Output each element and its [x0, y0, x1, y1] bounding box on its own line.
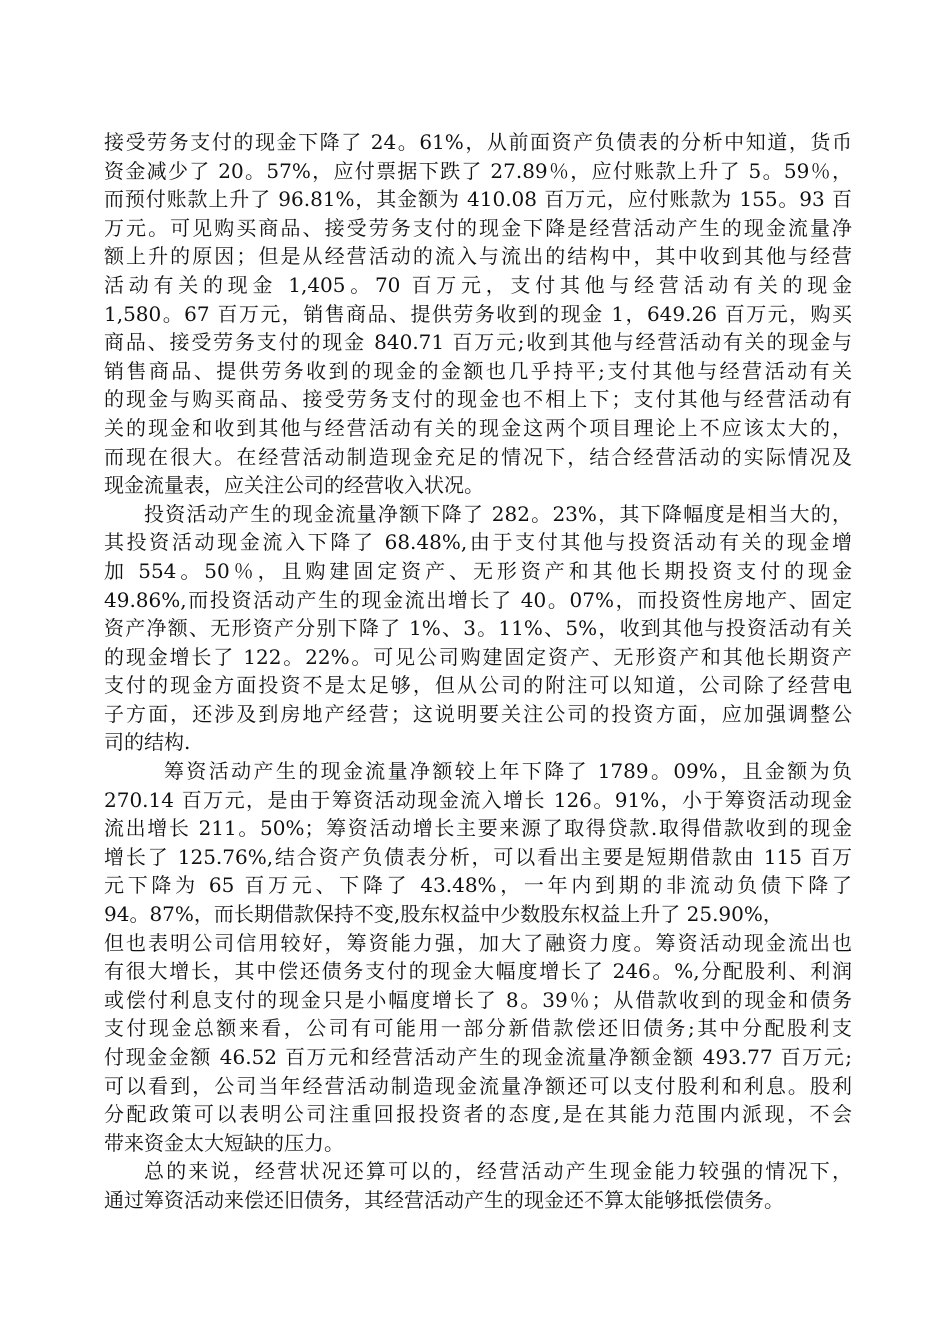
text-line: 的现金增长了 122。22%。可见公司购建固定资产、无形资产和其他长期资产 [104, 644, 852, 669]
text-line: 流出增长 211。50%；筹资活动增长主要来源了取得贷款.取得借款收到的现金 [104, 816, 852, 841]
text-line: 司的结构. [104, 730, 191, 755]
text-line: 加 554。50％，且购建固定资产、无形资产和其他长期投资支付的现金 [104, 558, 852, 583]
text-line: 资金减少了 20。57%，应付票据下跌了 27.89％，应付账款上升了 5。59％， [104, 158, 852, 183]
text-line: 付现金金额 46.52 百万元和经营活动产生的现金流量净额金额 493.77 百万元; [104, 1045, 852, 1069]
text-line: 额上升的原因；但是从经营活动的流入与流出的结构中，其中收到其他与经营 [104, 244, 852, 269]
text-line: 而预付账款上升了 96.81%，其金额为 410.08 百万元，应付账款为 155。93 百 [104, 187, 852, 212]
text-line: 但也表明公司信用较好，筹资能力强，加大了融资力度。筹资活动现金流出也 [104, 930, 852, 955]
text-line: 支付的现金方面投资不是太足够，但从公司的附注可以知道，公司除了经营电 [104, 673, 852, 698]
text-line: 270.14 百万元，是由于筹资活动现金流入增长 126。91%，小于筹资活动现金 [104, 787, 852, 812]
text-line: 投资活动产生的现金流量净额下降了 282。23%，其下降幅度是相当大的， [144, 501, 852, 526]
text-line: 销售商品、提供劳务收到的现金的金额也几乎持平;支付其他与经营活动有关 [104, 358, 852, 383]
text-line: 增长了 125.76%,结合资产负债表分析，可以看出主要是短期借款由 115 百万 [104, 844, 852, 869]
text-line: 资产净额、无形资产分别下降了 1%、3。11%、5%，收到其他与投资活动有关 [104, 616, 852, 641]
text-line: 49.86%,而投资活动产生的现金流出增长了 40。07%，而投资性房地产、固定 [104, 587, 852, 612]
text-line: 筹资活动产生的现金流量净额较上年下降了 1789。09%，且金额为负 [164, 759, 852, 784]
text-line: 94。87%，而长期借款保持不变,股东权益中少数股东权益上升了 25.90%， [104, 902, 783, 927]
text-line: 带来资金太大短缺的压力。 [104, 1130, 344, 1155]
text-line: 总的来说，经营状况还算可以的，经营活动产生现金能力较强的情况下， [144, 1159, 852, 1184]
text-line: 其投资活动现金流入下降了 68.48%,由于支付其他与投资活动有关的现金增 [104, 530, 852, 555]
text-line: 分配政策可以表明公司注重回报投资者的态度,是在其能力范围内派现，不会 [104, 1102, 852, 1127]
document-body [104, 128, 852, 1215]
text-line: 现金流量表，应关注公司的经营收入状况。 [104, 473, 484, 498]
text-line: 子方面，还涉及到房地产经营；这说明要关注公司的投资方面，应加强调整公 [104, 701, 852, 726]
paragraph-investing-activities [104, 500, 852, 757]
text-line: 1,580。67 百万元，销售商品、提供劳务收到的现金 1，649.26 百万元，购买 [104, 301, 852, 326]
text-line: 而现在很大。在经营活动制造现金充足的情况下，结合经营活动的实际情况及 [104, 444, 852, 469]
text-line: 接受劳务支付的现金下降了 24。61%，从前面资产负债表的分析中知道，货币 [104, 130, 852, 154]
paragraph-operating-activities [104, 128, 852, 500]
text-line: 可以看到，公司当年经营活动制造现金流量净额还可以支付股利和利息。股利 [104, 1073, 852, 1098]
text-line: 的现金与购买商品、接受劳务支付的现金也不相上下；支付其他与经营活动有 [104, 387, 852, 412]
text-line: 商品、接受劳务支付的现金 840.71 百万元;收到其他与经营活动有关的现金与 [104, 330, 852, 355]
paragraph-financing-activities [104, 757, 852, 1157]
text-line: 关的现金和收到其他与经营活动有关的现金这两个项目理论上不应该太大的， [104, 415, 852, 440]
text-line: 元下降为 65 百万元、下降了 43.48%，一年内到期的非流动负债下降了 [104, 873, 852, 898]
text-line: 活动有关的现金 1,405。70 百万元，支付其他与经营活动有关的现金 [104, 272, 852, 297]
paragraph-conclusion [104, 1157, 852, 1214]
text-line: 支付现金总额来看，公司有可能用一部分新借款偿还旧债务;其中分配股利支 [104, 1016, 852, 1041]
text-line: 或偿付利息支付的现金只是小幅度增长了 8。39％；从借款收到的现金和债务 [104, 987, 852, 1012]
text-line: 通过筹资活动来偿还旧债务，其经营活动产生的现金还不算太能够抵偿债务。 [104, 1187, 784, 1212]
text-line: 有很大增长，其中偿还债务支付的现金大幅度增长了 246。%,分配股利、利润 [104, 959, 852, 984]
text-line: 万元。可见购买商品、接受劳务支付的现金下降是经营活动产生的现金流量净 [104, 215, 852, 240]
